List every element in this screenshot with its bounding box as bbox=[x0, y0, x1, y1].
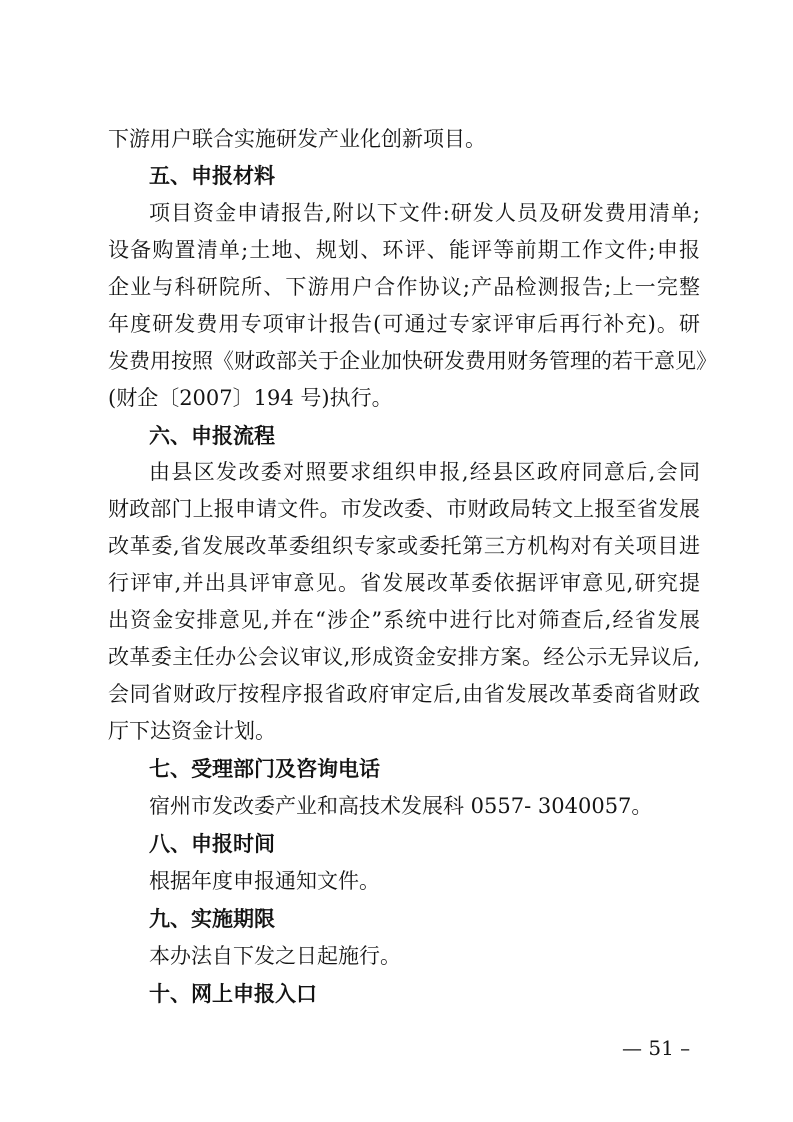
paragraph-line: 厅下达资金计划。 bbox=[108, 719, 276, 743]
page-number: — 51 – bbox=[622, 1036, 691, 1060]
paragraph-line: 年度研发费用专项审计报告(可通过专家评审后再行补充)。研 bbox=[108, 312, 700, 336]
section-heading-period: 九、实施期限 bbox=[149, 907, 275, 931]
section-heading-materials: 五、申报材料 bbox=[149, 164, 275, 188]
paragraph-line: 会同省财政厅按程序报省政府审定后,由省发展改革委商省财政 bbox=[108, 682, 700, 706]
paragraph-line: 改革委主任办公会议审议,形成资金安排方案。经公示无异议后, bbox=[108, 645, 700, 669]
contact-line: 宿州市发改委产业和高技术发展科 0557- 3040057。 bbox=[149, 794, 653, 818]
section-heading-time: 八、申报时间 bbox=[149, 832, 275, 856]
paragraph-line: 财政部门上报申请文件。市发改委、市财政局转文上报至省发展 bbox=[108, 497, 700, 521]
paragraph-line: 根据年度申报通知文件。 bbox=[149, 869, 380, 893]
paragraph-line: 项目资金申请报告,附以下文件:研发人员及研发费用清单; bbox=[149, 201, 700, 225]
section-heading-online-entry: 十、网上申报入口 bbox=[149, 982, 317, 1006]
paragraph-line: 企业与科研院所、下游用户合作协议;产品检测报告;上一完整 bbox=[108, 275, 700, 299]
paragraph-line: 行评审,并出具评审意见。省发展改革委依据评审意见,研究提 bbox=[108, 571, 700, 595]
paragraph-line: 本办法自下发之日起施行。 bbox=[149, 944, 401, 968]
paragraph-line: 改革委,省发展改革委组织专家或委托第三方机构对有关项目进 bbox=[108, 534, 700, 558]
paragraph-line: 设备购置清单;土地、规划、环评、能评等前期工作文件;申报 bbox=[108, 238, 700, 262]
section-heading-contact: 七、受理部门及咨询电话 bbox=[149, 757, 380, 781]
paragraph-line: 出资金安排意见,并在“涉企”系统中进行比对筛查后,经省发展 bbox=[108, 608, 700, 632]
paragraph-line: 发费用按照《财政部关于企业加快研发费用财务管理的若干意见》 bbox=[108, 349, 717, 373]
paragraph-line: (财企〔2007〕194 号)执行。 bbox=[108, 386, 393, 410]
section-heading-process: 六、申报流程 bbox=[149, 424, 275, 448]
paragraph-line: 由县区发改委对照要求组织申报,经县区政府同意后,会同 bbox=[149, 460, 700, 484]
continuation-line: 下游用户联合实施研发产业化创新项目。 bbox=[108, 127, 486, 151]
